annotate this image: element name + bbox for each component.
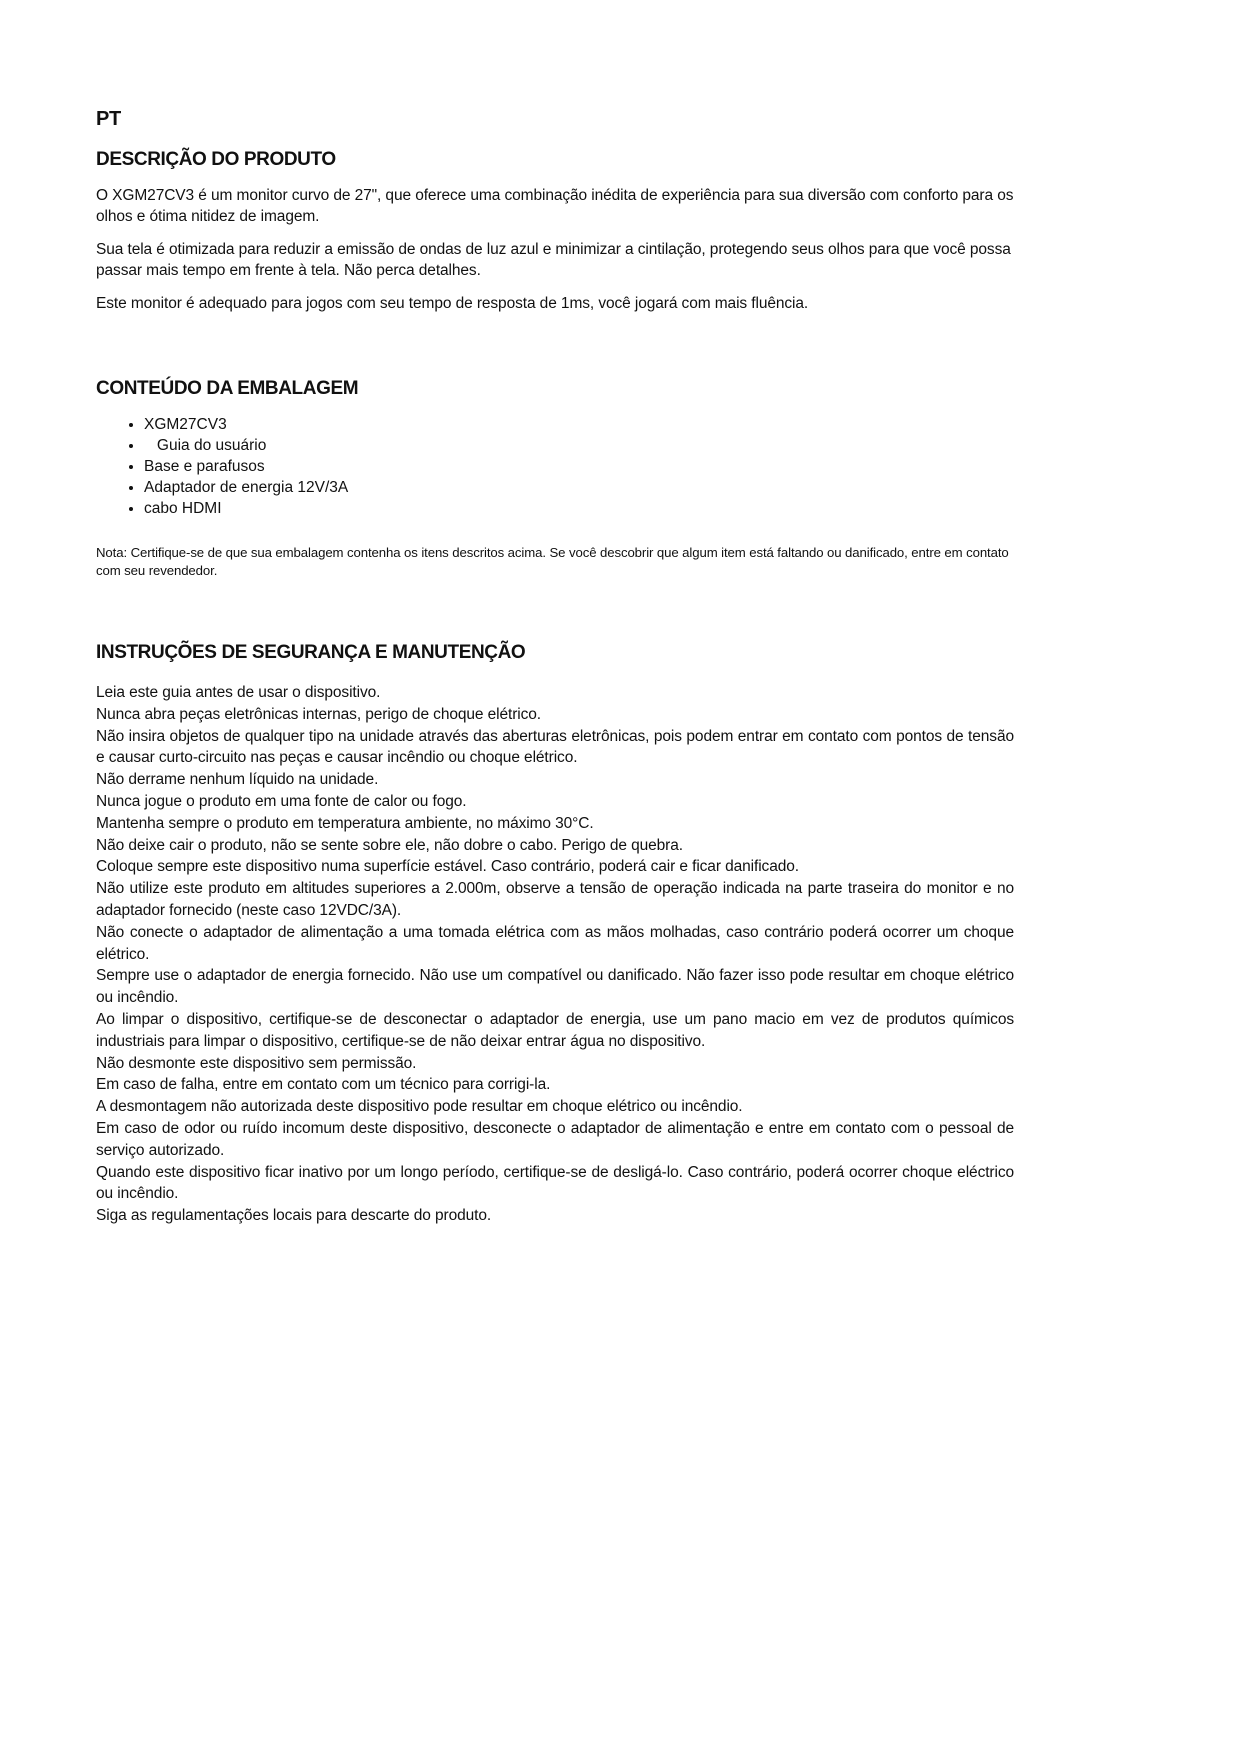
description-paragraph: Sua tela é otimizada para reduzir a emissão de ondas de luz azul e minimizar a cintilação, protegendo seus olhos para que você possa passar mais tempo em frente à tela. Não perca detalhes. (96, 241, 1011, 279)
instruction-line: A desmontagem não autorizada deste dispositivo pode resultar em choque elétrico ou incêndio. (96, 1098, 743, 1116)
instruction-line: Não desmonte este dispositivo sem permissão. (96, 1054, 417, 1072)
instruction-line: Não utilize este produto em altitudes superiores a 2.000m, observe a tensão de operação indicada na parte traseira do monitor e no adaptador fornecido (neste caso 12VDC/3A). (96, 880, 1014, 919)
language-code: PT (96, 108, 121, 130)
instruction-line: Nunca jogue o produto em uma fonte de calor ou fogo. (96, 792, 467, 810)
safety-instructions (96, 682, 1014, 1227)
instruction-line: Ao limpar o dispositivo, certifique-se de desconectar o adaptador de energia, use um pano macio em vez de produtos químicos industriais para limpar o dispositivo, certifique-se de não deixar entrar água no dispositivo. (96, 1010, 1014, 1050)
instruction-line: Em caso de odor ou ruído incomum deste dispositivo, desconecte o adaptador de alimentação e entre em contato com o pessoal de serviço autorizado. (96, 1119, 1014, 1159)
instruction-line: Em caso de falha, entre em contato com um técnico para corrigi-la. (96, 1076, 551, 1094)
instruction-line: Siga as regulamentações locais para descarte do produto. (96, 1207, 492, 1225)
instruction-line: Mantenha sempre o produto em temperatura ambiente, no máximo 30°C. (96, 814, 594, 832)
instruction-line: Não deixe cair o produto, não se sente sobre ele, não dobre o cabo. Perigo de quebra. (96, 836, 683, 854)
contents-list (96, 414, 1014, 519)
safety-heading: INSTRUÇÕES DE SEGURANÇA E MANUTENÇÃO (96, 642, 526, 663)
list-item: • Guia do usuário (144, 435, 1014, 456)
instruction-line: Nunca abra peças eletrônicas internas, perigo de choque elétrico. (96, 705, 541, 723)
list-item: • Adaptador de energia 12V/3A (144, 477, 1014, 498)
document-page (96, 108, 1014, 1227)
list-item: • XGM27CV3 (144, 414, 1014, 435)
description-paragraph: O XGM27CV3 é um monitor curvo de 27", que oferece uma combinação inédita de experiência para sua diversão com conforto para os olhos e ótima nitidez de imagem. (96, 187, 1014, 225)
instruction-line: Não insira objetos de qualquer tipo na unidade através das aberturas eletrônicas, pois podem entrar em contato com pontos de tensão e causar curto-circuito nas peças e causar incêndio ou choque elétrico. (96, 727, 1014, 767)
description-paragraph: Este monitor é adequado para jogos com seu tempo de resposta de 1ms, você jogará com mais fluência. (96, 295, 809, 312)
instruction-line: Coloque sempre este dispositivo numa superfície estável. Caso contrário, poderá cair e ficar danificado. (96, 858, 799, 876)
instruction-line: Quando este dispositivo ficar inativo por um longo período, certifique-se de desligá-lo. Caso contrário, poderá ocorrer choque eléctrico ou incêndio. (96, 1163, 1014, 1203)
instruction-line: Sempre use o adaptador de energia fornecido. Não use um compatível ou danificado. Não fazer isso pode resultar em choque elétrico ou incêndio. (96, 967, 1014, 1007)
contents-note: Nota: Certifique-se de que sua embalagem contenha os itens descritos acima. Se você descobrir que algum item está faltando ou danificado, entre em contato com seu revendedor. (96, 545, 1009, 578)
list-item: • cabo HDMI (144, 498, 1014, 519)
contents-heading: CONTEÚDO DA EMBALAGEM (96, 378, 359, 399)
instruction-line: Leia este guia antes de usar o dispositivo. (96, 684, 381, 701)
description-heading: DESCRIÇÃO DO PRODUTO (96, 149, 336, 170)
instruction-line: Não derrame nenhum líquido na unidade. (96, 771, 379, 789)
instruction-line: Não conecte o adaptador de alimentação a uma tomada elétrica com as mãos molhadas, caso contrário poderá ocorrer um choque elétrico. (96, 923, 1014, 963)
list-item: • Base e parafusos (144, 456, 1014, 477)
